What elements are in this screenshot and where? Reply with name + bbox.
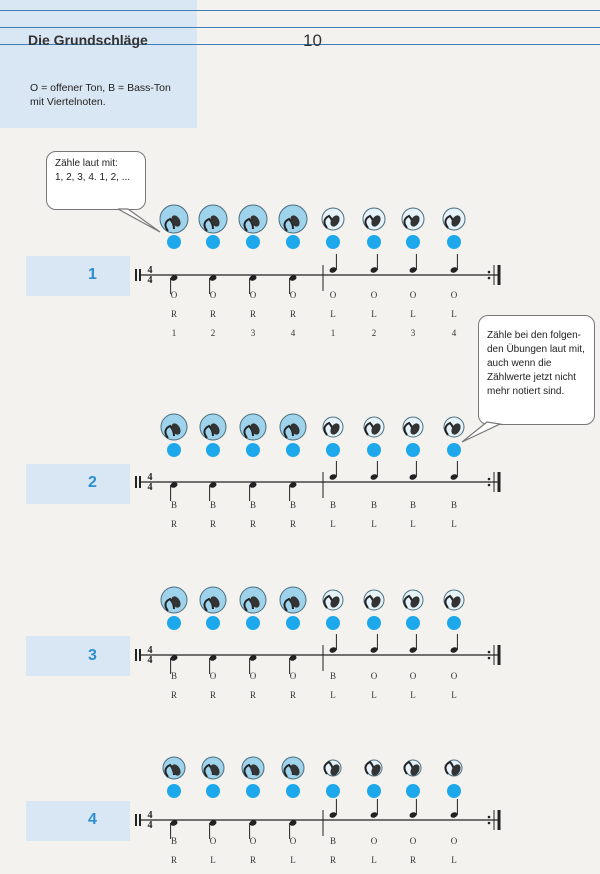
- stroke-label: O: [289, 671, 297, 681]
- stroke-label: O: [249, 836, 257, 846]
- time-signature-bottom: 4: [147, 482, 153, 493]
- stroke-label: L: [451, 690, 457, 700]
- strike-dot-icon: [286, 443, 300, 457]
- stroke-label: R: [209, 690, 216, 700]
- strike-dot-icon: [286, 784, 300, 798]
- strike-dot-icon: [206, 616, 220, 630]
- bubble-tail: [118, 209, 160, 232]
- repeat-dot: [488, 478, 491, 481]
- stroke-label: L: [290, 855, 296, 865]
- time-signature-top: 4: [147, 472, 153, 483]
- stroke-label: L: [210, 855, 216, 865]
- stroke-label: O: [370, 290, 378, 300]
- time-signature-top: 4: [147, 265, 153, 276]
- strike-dot-icon: [326, 616, 340, 630]
- strike-dot-icon: [246, 443, 260, 457]
- stroke-label: O: [409, 836, 417, 846]
- stroke-label: R: [170, 309, 177, 319]
- stroke-label: B: [329, 836, 336, 846]
- stroke-label: O: [370, 671, 378, 681]
- strike-dot-icon: [286, 616, 300, 630]
- time-signature-bottom: 4: [147, 655, 153, 666]
- stroke-label: O: [409, 290, 417, 300]
- stroke-label: R: [249, 519, 256, 529]
- strike-dot-icon: [326, 235, 340, 249]
- bubble-tail: [462, 422, 500, 442]
- strike-dot-icon: [367, 235, 381, 249]
- strike-dot-icon: [167, 235, 181, 249]
- stroke-label: O: [249, 671, 257, 681]
- stroke-label: B: [289, 500, 296, 510]
- stroke-label: O: [170, 290, 178, 300]
- strike-dot-icon: [167, 443, 181, 457]
- page-number: 10: [303, 31, 322, 50]
- bubble-line: 1, 2, 3, 4. 1, 2, ...: [55, 172, 131, 183]
- strike-dot-icon: [367, 616, 381, 630]
- strike-dot-icon: [206, 235, 220, 249]
- bubble-line: Zähle laut mit:: [55, 158, 118, 169]
- stroke-label: R: [170, 690, 177, 700]
- stroke-label: R: [249, 690, 256, 700]
- stroke-label: O: [209, 671, 217, 681]
- stroke-label: L: [371, 690, 377, 700]
- time-signature-top: 4: [147, 810, 153, 821]
- stroke-label: O: [450, 836, 458, 846]
- strike-dot-icon: [286, 235, 300, 249]
- strike-dot-icon: [406, 784, 420, 798]
- stroke-label: O: [450, 290, 458, 300]
- strike-dot-icon: [326, 784, 340, 798]
- stroke-label: R: [249, 855, 256, 865]
- repeat-dot: [488, 271, 491, 274]
- strike-dot-icon: [367, 784, 381, 798]
- repeat-dot: [488, 657, 491, 660]
- time-signature-top: 4: [147, 645, 153, 656]
- stroke-label: L: [330, 309, 336, 319]
- stroke-label: O: [450, 671, 458, 681]
- repeat-dot: [488, 822, 491, 825]
- stroke-label: O: [409, 671, 417, 681]
- stroke-label: R: [409, 855, 416, 865]
- stroke-label: O: [329, 290, 337, 300]
- exercise-number: 1: [88, 266, 97, 283]
- stroke-label: L: [451, 519, 457, 529]
- stroke-label: L: [410, 309, 416, 319]
- bubble-text: Zähle bei den folgen-den Übungen laut mit, auch wenn die Zählwerte jetzt nicht mehr notiert sind.: [487, 330, 585, 397]
- stroke-label: B: [170, 671, 177, 681]
- stroke-label: B: [209, 500, 216, 510]
- stroke-label: B: [329, 500, 336, 510]
- strike-dot-icon: [206, 443, 220, 457]
- repeat-dot: [488, 816, 491, 819]
- strike-dot-icon: [326, 443, 340, 457]
- time-signature-bottom: 4: [147, 275, 153, 286]
- legend-line: mit Viertelnoten.: [30, 96, 106, 108]
- exercise-number: 2: [88, 474, 97, 491]
- stroke-label: R: [170, 855, 177, 865]
- repeat-dot: [488, 651, 491, 654]
- stroke-label: 4: [290, 328, 296, 338]
- strike-dot-icon: [246, 784, 260, 798]
- stroke-label: R: [289, 519, 296, 529]
- strike-dot-icon: [447, 784, 461, 798]
- stroke-label: L: [371, 519, 377, 529]
- stroke-label: L: [410, 519, 416, 529]
- stroke-label: B: [170, 500, 177, 510]
- stroke-label: B: [450, 500, 457, 510]
- stroke-label: O: [289, 836, 297, 846]
- repeat-dot: [488, 484, 491, 487]
- strike-dot-icon: [447, 616, 461, 630]
- stroke-label: O: [370, 836, 378, 846]
- strike-dot-icon: [246, 616, 260, 630]
- stroke-label: R: [209, 309, 216, 319]
- stroke-label: R: [170, 519, 177, 529]
- stroke-label: O: [209, 290, 217, 300]
- stroke-label: L: [371, 309, 377, 319]
- stroke-label: 2: [210, 328, 216, 338]
- stroke-label: B: [329, 671, 336, 681]
- stroke-label: R: [329, 855, 336, 865]
- strike-dot-icon: [447, 235, 461, 249]
- strike-dot-icon: [367, 443, 381, 457]
- strike-dot-icon: [167, 784, 181, 798]
- stroke-label: O: [249, 290, 257, 300]
- stroke-label: B: [370, 500, 377, 510]
- stroke-label: R: [289, 690, 296, 700]
- stroke-label: 3: [410, 328, 416, 338]
- time-signature-bottom: 4: [147, 820, 153, 831]
- page-title: Die Grundschläge: [28, 32, 148, 48]
- strike-dot-icon: [167, 616, 181, 630]
- strike-dot-icon: [406, 616, 420, 630]
- stroke-label: L: [330, 519, 336, 529]
- legend-line: O = offener Ton, B = Bass-Ton: [30, 82, 171, 94]
- stroke-label: B: [409, 500, 416, 510]
- stroke-label: 3: [250, 328, 256, 338]
- repeat-dot: [488, 277, 491, 280]
- strike-dot-icon: [447, 443, 461, 457]
- stroke-label: L: [451, 855, 457, 865]
- stroke-label: B: [249, 500, 256, 510]
- exercise-number: 4: [88, 811, 97, 828]
- stroke-label: O: [289, 290, 297, 300]
- strike-dot-icon: [206, 784, 220, 798]
- stroke-label: R: [249, 309, 256, 319]
- stroke-label: 4: [451, 328, 457, 338]
- stroke-label: 1: [171, 328, 177, 338]
- stroke-label: 2: [371, 328, 377, 338]
- stroke-label: 1: [330, 328, 336, 338]
- stroke-label: L: [371, 855, 377, 865]
- strike-dot-icon: [406, 443, 420, 457]
- strike-dot-icon: [246, 235, 260, 249]
- stroke-label: O: [209, 836, 217, 846]
- strike-dot-icon: [406, 235, 420, 249]
- stroke-label: L: [451, 309, 457, 319]
- exercise-number: 3: [88, 647, 97, 664]
- stroke-label: R: [209, 519, 216, 529]
- stroke-label: R: [289, 309, 296, 319]
- stroke-label: L: [330, 690, 336, 700]
- stroke-label: B: [170, 836, 177, 846]
- stroke-label: L: [410, 690, 416, 700]
